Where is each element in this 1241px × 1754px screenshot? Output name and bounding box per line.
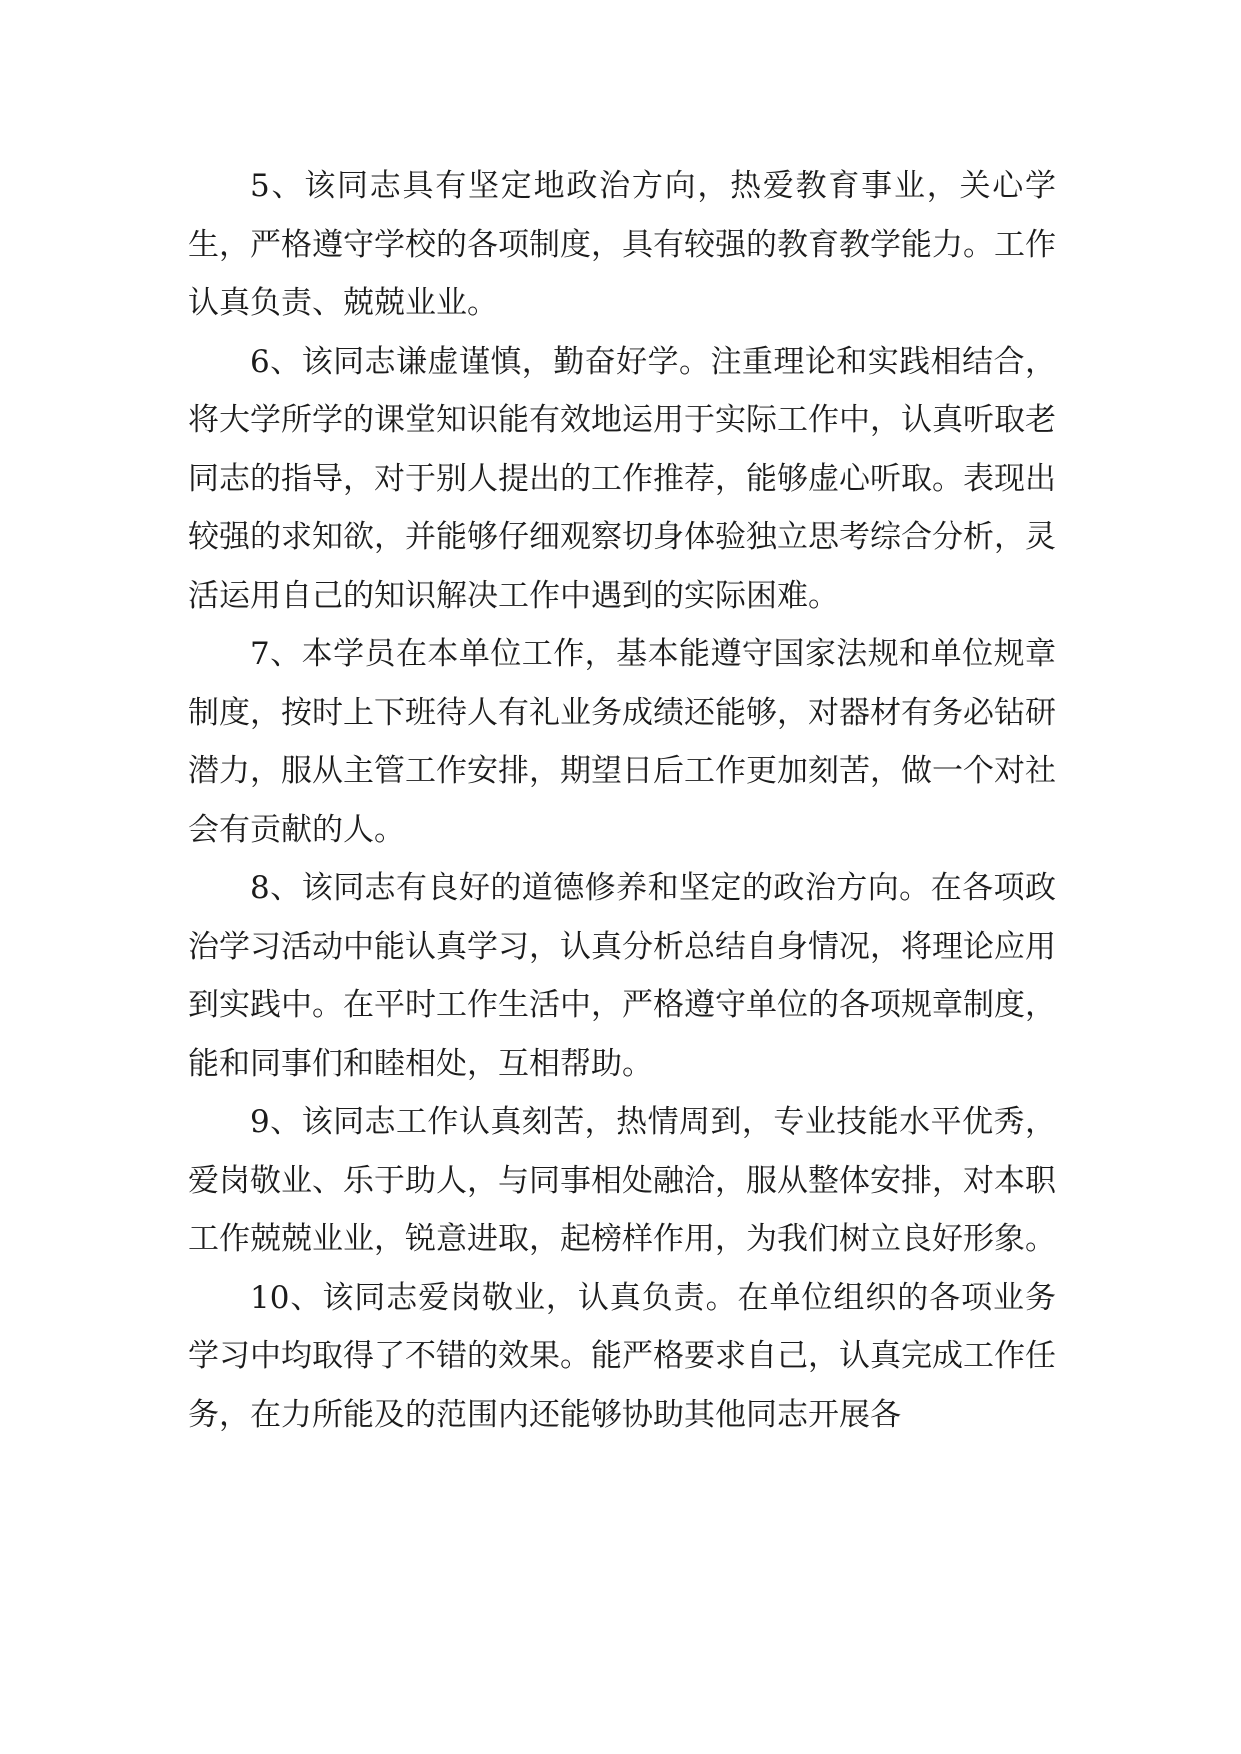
paragraph-6: 6、该同志谦虚谨慎，勤奋好学。注重理论和实践相结合，将大学所学的课堂知识能有效地运用于实际工作中，认真听取老同志的指导，对于别人提出的工作推荐，能够虚心听取。表现出较强的求知欲，并能够仔细观察切身体验独立思考综合分析，灵活运用自己的知识解决工作中遇到的实际困难。 — [188, 343, 1056, 614]
document-body — [188, 157, 1056, 1444]
paragraph-5: 5、该同志具有坚定地政治方向，热爱教育事业，关心学生，严格遵守学校的各项制度，具有较强的教育教学能力。工作认真负责、兢兢业业。 — [188, 168, 1056, 321]
paragraph-9: 9、该同志工作认真刻苦，热情周到，专业技能水平优秀，爱岗敬业、乐于助人，与同事相处融洽，服从整体安排，对本职工作兢兢业业，锐意进取，起榜样作用，为我们树立良好形象。 — [188, 1104, 1056, 1257]
paragraph-7: 7、本学员在本单位工作，基本能遵守国家法规和单位规章制度，按时上下班待人有礼业务成绩还能够，对器材有务必钻研潜力，服从主管工作安排，期望日后工作更加刻苦，做一个对社会有贡献的人。 — [188, 636, 1056, 848]
paragraph-8: 8、该同志有良好的道德修养和坚定的政治方向。在各项政治学习活动中能认真学习，认真分析总结自身情况，将理论应用到实践中。在平时工作生活中，严格遵守单位的各项规章制度，能和同事们和睦相处，互相帮助。 — [188, 870, 1056, 1082]
paragraph-10: 10、该同志爱岗敬业，认真负责。在单位组织的各项业务学习中均取得了不错的效果。能严格要求自己，认真完成工作任务，在力所能及的范围内还能够协助其他同志开展各 — [188, 1279, 1056, 1433]
